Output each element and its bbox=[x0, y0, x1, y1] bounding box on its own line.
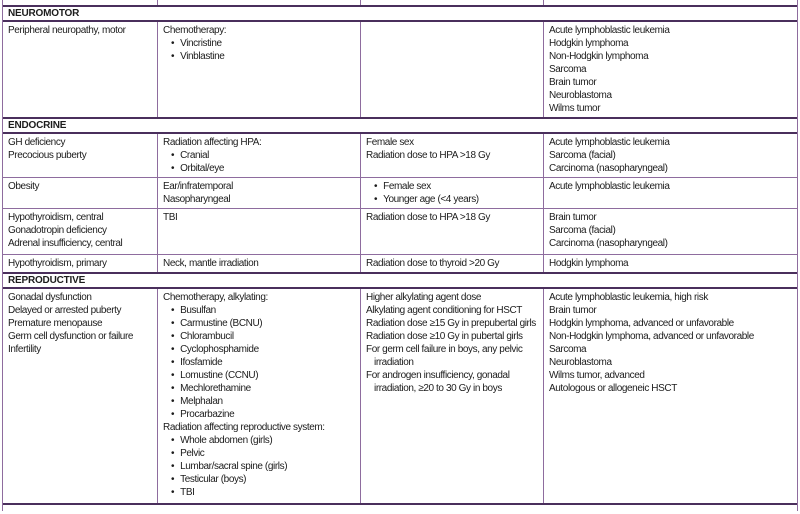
table-row bbox=[3, 22, 797, 117]
bullet-item: • Pelvic bbox=[163, 447, 356, 460]
text-line: Chemotherapy: bbox=[163, 25, 227, 36]
clipped-bottom-strip bbox=[3, 503, 797, 511]
text-line: Adrenal insufficiency, central bbox=[8, 238, 123, 249]
text-line: Brain tumor bbox=[549, 77, 597, 88]
text-line: GH deficiency bbox=[8, 137, 66, 148]
cancer-cell bbox=[544, 209, 797, 254]
text-line: Autologous or allogeneic HSCT bbox=[549, 383, 677, 394]
text-line: Hodgkin lymphoma bbox=[549, 38, 629, 49]
bullet-item: • Orbital/eye bbox=[163, 162, 356, 175]
text-line: Germ cell dysfunction or failure bbox=[8, 331, 134, 342]
text-line: Brain tumor bbox=[549, 305, 597, 316]
text-line: TBI bbox=[163, 212, 178, 223]
treatment-cell bbox=[158, 209, 361, 254]
text-line: Chemotherapy, alkylating: bbox=[163, 292, 268, 303]
risk-factor-cell bbox=[361, 255, 544, 272]
bullet-item: • Lumbar/sacral spine (girls) bbox=[163, 460, 356, 473]
bullet-item: • Vinblastine bbox=[163, 50, 356, 63]
text-line: Female sex bbox=[366, 137, 414, 148]
text-line: Radiation dose to HPA >18 Gy bbox=[366, 212, 490, 223]
text-line: Non-Hodgkin lymphoma bbox=[549, 51, 649, 62]
cancer-cell bbox=[544, 22, 797, 117]
text-line: Radiation dose to HPA >18 Gy bbox=[366, 150, 490, 161]
clipped-cell bbox=[158, 0, 361, 5]
treatment-cell bbox=[158, 178, 361, 208]
bullet-item: • Female sex bbox=[366, 180, 539, 193]
section-header bbox=[3, 5, 797, 22]
table-body bbox=[3, 5, 797, 503]
risk-factor-cell bbox=[361, 134, 544, 177]
text-line: Radiation dose ≥15 Gy in prepubertal girls bbox=[366, 318, 536, 329]
text-line: Hypothyroidism, central bbox=[8, 212, 104, 223]
bullet-item: • Procarbazine bbox=[163, 408, 356, 421]
text-line: Radiation dose ≥10 Gy in pubertal girls bbox=[366, 331, 523, 342]
text-line: Hypothyroidism, primary bbox=[8, 258, 107, 269]
risk-factor-cell bbox=[361, 209, 544, 254]
late-effect-cell bbox=[3, 178, 158, 208]
bullet-item: • Younger age (<4 years) bbox=[366, 193, 539, 206]
text-line: Hodgkin lymphoma, advanced or unfavorable bbox=[549, 318, 734, 329]
text-line: Radiation affecting HPA: bbox=[163, 137, 262, 148]
text-line: Wilms tumor, advanced bbox=[549, 370, 645, 381]
text-line: Infertility bbox=[8, 344, 41, 355]
text-line: Carcinoma (nasopharyngeal) bbox=[549, 163, 668, 174]
bullet-item: • Vincristine bbox=[163, 37, 356, 50]
text-line: Neuroblastoma bbox=[549, 357, 612, 368]
text-line: Acute lymphoblastic leukemia bbox=[549, 181, 670, 192]
clipped-cell bbox=[544, 0, 797, 5]
late-effect-cell bbox=[3, 134, 158, 177]
text-line: Delayed or arrested puberty bbox=[8, 305, 122, 316]
bullet-item: • Busulfan bbox=[163, 304, 356, 317]
text-line: Higher alkylating agent dose bbox=[366, 292, 481, 303]
risk-factor-cell bbox=[361, 22, 544, 117]
text-line: Radiation dose to thyroid >20 Gy bbox=[366, 258, 500, 269]
table-row bbox=[3, 254, 797, 272]
bullet-item: • Testicular (boys) bbox=[163, 473, 356, 486]
text-line: Radiation affecting reproductive system: bbox=[163, 422, 325, 433]
text-line: Neck, mantle irradiation bbox=[163, 258, 259, 269]
treatment-cell bbox=[158, 22, 361, 117]
text-line: Sarcoma bbox=[549, 64, 587, 75]
cancer-cell bbox=[544, 178, 797, 208]
treatment-cell bbox=[158, 255, 361, 272]
late-effect-cell bbox=[3, 255, 158, 272]
section-title: REPRODUCTIVE bbox=[8, 274, 86, 286]
text-line: Acute lymphoblastic leukemia bbox=[549, 137, 670, 148]
text-line: Hodgkin lymphoma bbox=[549, 258, 629, 269]
text-line: For androgen insufficiency, gonadal irradiation, ≥20 to 30 Gy in boys bbox=[366, 370, 510, 394]
section-header bbox=[3, 117, 797, 134]
text-line: Sarcoma (facial) bbox=[549, 225, 616, 236]
bullet-item: • Ifosfamide bbox=[163, 356, 356, 369]
text-line: Carcinoma (nasopharyngeal) bbox=[549, 238, 668, 249]
text-line: Non-Hodgkin lymphoma, advanced or unfavorable bbox=[549, 331, 754, 342]
table-row bbox=[3, 177, 797, 208]
risk-factor-cell bbox=[361, 289, 544, 503]
text-line: Premature menopause bbox=[8, 318, 103, 329]
text-line: Acute lymphoblastic leukemia bbox=[549, 25, 670, 36]
table-row bbox=[3, 208, 797, 254]
treatment-cell bbox=[158, 289, 361, 503]
bullet-item: • Chlorambucil bbox=[163, 330, 356, 343]
late-effect-cell bbox=[3, 289, 158, 503]
bullet-item: • TBI bbox=[163, 486, 356, 499]
cancer-cell bbox=[544, 289, 797, 503]
late-effects-table bbox=[2, 0, 798, 511]
text-line: Sarcoma bbox=[549, 344, 587, 355]
bullet-item: • Lomustine (CCNU) bbox=[163, 369, 356, 382]
text-line: Alkylating agent conditioning for HSCT bbox=[366, 305, 523, 316]
section-title: NEUROMOTOR bbox=[8, 7, 80, 19]
text-line: For germ cell failure in boys, any pelvic irradiation bbox=[366, 344, 523, 368]
text-line: Nasopharyngeal bbox=[163, 194, 231, 205]
late-effect-cell bbox=[3, 22, 158, 117]
bullet-item: • Melphalan bbox=[163, 395, 356, 408]
clipped-cell bbox=[3, 0, 158, 5]
section-header bbox=[3, 272, 797, 289]
clipped-row-strip bbox=[3, 0, 797, 5]
text-line: Ear/infratemporal bbox=[163, 181, 233, 192]
text-line: Obesity bbox=[8, 181, 40, 192]
cancer-cell bbox=[544, 255, 797, 272]
bullet-item: • Cranial bbox=[163, 149, 356, 162]
text-line: Gonadal dysfunction bbox=[8, 292, 92, 303]
bullet-item: • Cyclophosphamide bbox=[163, 343, 356, 356]
clipped-cell bbox=[361, 0, 544, 5]
section-title: ENDOCRINE bbox=[8, 119, 67, 131]
text-line: Wilms tumor bbox=[549, 103, 601, 114]
bullet-item: • Carmustine (BCNU) bbox=[163, 317, 356, 330]
text-line: Neuroblastoma bbox=[549, 90, 612, 101]
risk-factor-cell bbox=[361, 178, 544, 208]
text-line: Gonadotropin deficiency bbox=[8, 225, 107, 236]
text-line: Precocious puberty bbox=[8, 150, 87, 161]
table-row bbox=[3, 134, 797, 177]
bullet-item: • Whole abdomen (girls) bbox=[163, 434, 356, 447]
late-effect-cell bbox=[3, 209, 158, 254]
text-line: Sarcoma (facial) bbox=[549, 150, 616, 161]
treatment-cell bbox=[158, 134, 361, 177]
text-line: Peripheral neuropathy, motor bbox=[8, 25, 126, 36]
cancer-cell bbox=[544, 134, 797, 177]
text-line: Acute lymphoblastic leukemia, high risk bbox=[549, 292, 708, 303]
table-row bbox=[3, 289, 797, 503]
bullet-item: • Mechlorethamine bbox=[163, 382, 356, 395]
text-line: Brain tumor bbox=[549, 212, 597, 223]
